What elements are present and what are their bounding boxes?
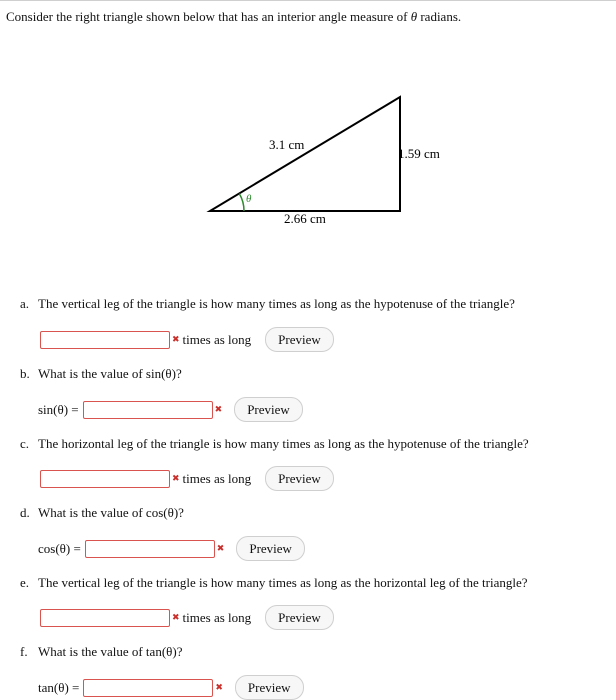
question-text: The vertical leg of the triangle is how many times as long as the hypotenuse of the triangle? — [38, 296, 515, 311]
question-label: b. — [20, 366, 30, 381]
question-d — [20, 505, 184, 521]
x-mark-icon: ✖ — [172, 473, 180, 484]
preview-button-d[interactable]: Preview — [236, 536, 305, 561]
question-text: What is the value of tan(θ)? — [38, 644, 183, 659]
question-b — [20, 366, 182, 382]
answer-row-b — [38, 397, 303, 422]
question-label: f. — [20, 644, 28, 659]
x-mark-icon: ✖ — [216, 543, 225, 554]
question-c — [20, 436, 529, 452]
answer-row-f — [38, 675, 304, 700]
answer-prefix: tan(θ) = — [38, 679, 80, 695]
answer-suffix: times as long — [182, 331, 252, 347]
question-a — [20, 296, 515, 312]
x-mark-icon: ✖ — [214, 404, 223, 415]
answer-suffix: times as long — [182, 470, 252, 486]
horizontal-leg-label: 2.66 cm — [284, 211, 326, 226]
x-mark-icon: ✖ — [172, 612, 180, 623]
x-mark-icon: ✖ — [215, 682, 223, 693]
intro-text-before: Consider the right triangle shown below that has an interior angle measure of — [6, 9, 411, 24]
preview-button-b[interactable]: Preview — [234, 397, 303, 422]
answer-input-d[interactable] — [85, 540, 215, 558]
triangle-figure — [0, 0, 616, 250]
question-text: What is the value of cos(θ)? — [38, 505, 184, 520]
preview-button-e[interactable]: Preview — [265, 605, 334, 630]
answer-row-d — [38, 536, 305, 561]
question-label: d. — [20, 505, 30, 520]
hypotenuse-label: 3.1 cm — [269, 137, 305, 152]
question-e — [20, 575, 528, 591]
question-label: c. — [20, 436, 30, 451]
answer-suffix: times as long — [182, 609, 252, 625]
question-label: a. — [20, 296, 30, 311]
answer-row-a — [40, 327, 334, 352]
question-text: The vertical leg of the triangle is how many times as long as the horizontal leg of the triangle? — [38, 575, 528, 590]
answer-row-e — [40, 605, 334, 630]
question-f — [20, 644, 182, 660]
preview-button-a[interactable]: Preview — [265, 327, 334, 352]
answer-input-e[interactable] — [40, 609, 170, 627]
angle-label: θ — [246, 193, 252, 205]
preview-button-c[interactable]: Preview — [265, 466, 334, 491]
triangle-shape — [210, 97, 400, 211]
intro-text-after: radians. — [417, 9, 462, 24]
answer-row-c — [40, 466, 334, 491]
answer-input-f[interactable] — [83, 679, 213, 697]
vertical-leg-label: 1.59 cm — [398, 146, 440, 161]
angle-arc — [239, 194, 244, 211]
intro-theta: θ — [410, 9, 418, 24]
answer-input-b[interactable] — [83, 401, 213, 419]
answer-input-c[interactable] — [40, 470, 170, 488]
x-mark-icon: ✖ — [172, 334, 180, 345]
question-text: What is the value of sin(θ)? — [38, 366, 182, 381]
question-text: The horizontal leg of the triangle is how many times as long as the hypotenuse of the triangle? — [38, 436, 529, 451]
answer-prefix: cos(θ) = — [38, 540, 81, 556]
answer-input-a[interactable] — [40, 331, 170, 349]
answer-prefix: sin(θ) = — [38, 401, 79, 417]
preview-button-f[interactable]: Preview — [235, 675, 304, 700]
question-label: e. — [20, 575, 30, 590]
